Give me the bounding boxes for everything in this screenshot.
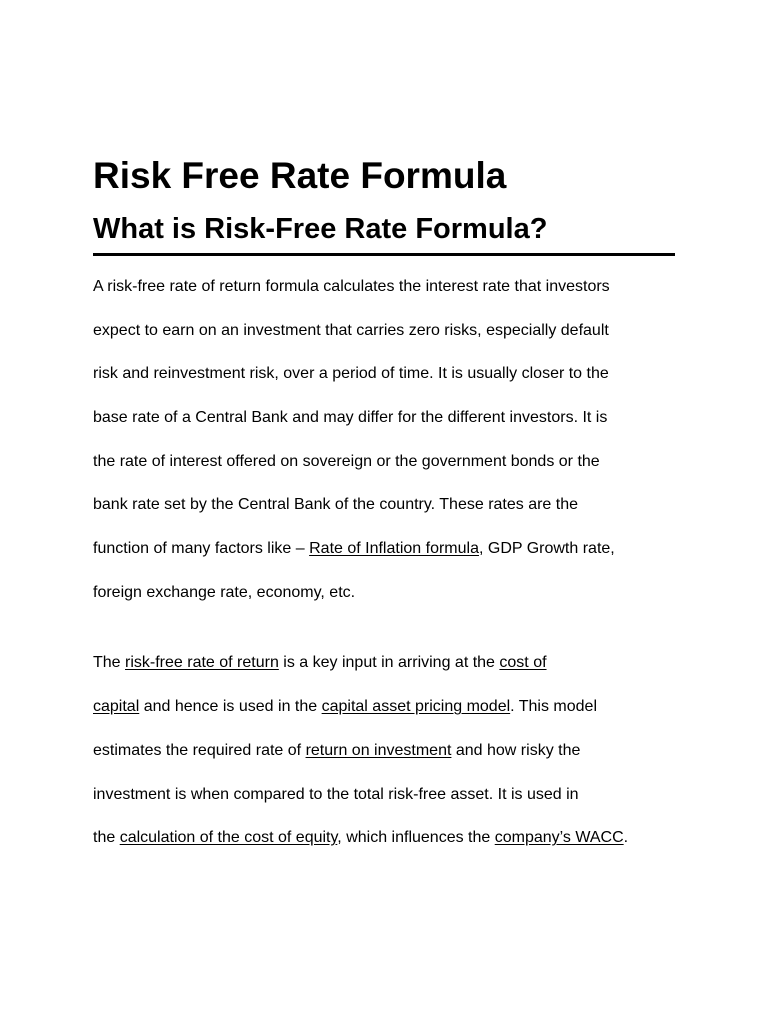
paragraph-2-line-2	[93, 695, 597, 719]
heading-divider	[93, 253, 675, 256]
page-title: Risk Free Rate Formula	[93, 155, 507, 196]
company-wacc-link[interactable]: company’s WACC	[494, 829, 624, 846]
text-segment: . This model	[510, 698, 598, 715]
text-segment: is a key input in arriving at the	[278, 654, 500, 671]
paragraph-1-line-3: risk and reinvestment risk, over a period of time. It is usually closer to the	[93, 365, 609, 382]
text-segment: function of many factors like –	[93, 540, 310, 557]
cost-of-capital-link[interactable]: cost of	[499, 654, 547, 671]
paragraph-1-line-8: foreign exchange rate, economy, etc.	[93, 584, 356, 601]
rate-of-inflation-formula-link[interactable]: Rate of Inflation formula	[309, 540, 479, 557]
text-segment: estimates the required rate of	[93, 742, 306, 759]
paragraph-2-line-1	[93, 651, 547, 675]
text-segment: , GDP Growth rate,	[478, 540, 615, 557]
paragraph-2-line-3	[93, 739, 580, 763]
paragraph-2-line-4: investment is when compared to the total risk-free asset. It is used in	[93, 786, 579, 803]
cost-of-equity-link[interactable]: calculation of the cost of equity	[119, 829, 338, 846]
paragraph-1-line-1: A risk-free rate of return formula calculates the interest rate that investors	[93, 278, 610, 295]
paragraph-1-line-4: base rate of a Central Bank and may differ for the different investors. It is	[93, 409, 608, 426]
paragraph-1-line-2: expect to earn on an investment that carries zero risks, especially default	[93, 322, 609, 339]
paragraph-1-line-7	[93, 537, 615, 561]
section-heading: What is Risk-Free Rate Formula?	[93, 213, 548, 245]
paragraph-2-line-5	[93, 826, 628, 850]
return-on-investment-link[interactable]: return on investment	[305, 742, 452, 759]
risk-free-rate-of-return-link[interactable]: risk-free rate of return	[125, 654, 279, 671]
capital-asset-pricing-model-link[interactable]: capital asset pricing model	[321, 698, 511, 715]
paragraph-1-line-5: the rate of interest offered on sovereign or the government bonds or the	[93, 453, 600, 470]
paragraph-1-line-6: bank rate set by the Central Bank of the country. These rates are the	[93, 496, 579, 513]
text-segment: and hence is used in the	[139, 698, 322, 715]
text-segment: .	[623, 829, 629, 846]
text-segment: , which influences the	[337, 829, 495, 846]
cost-of-capital-link-continued[interactable]: capital	[93, 698, 140, 715]
text-segment: and how risky the	[451, 742, 581, 759]
text-segment: the	[93, 829, 120, 846]
text-segment: The	[93, 654, 126, 671]
